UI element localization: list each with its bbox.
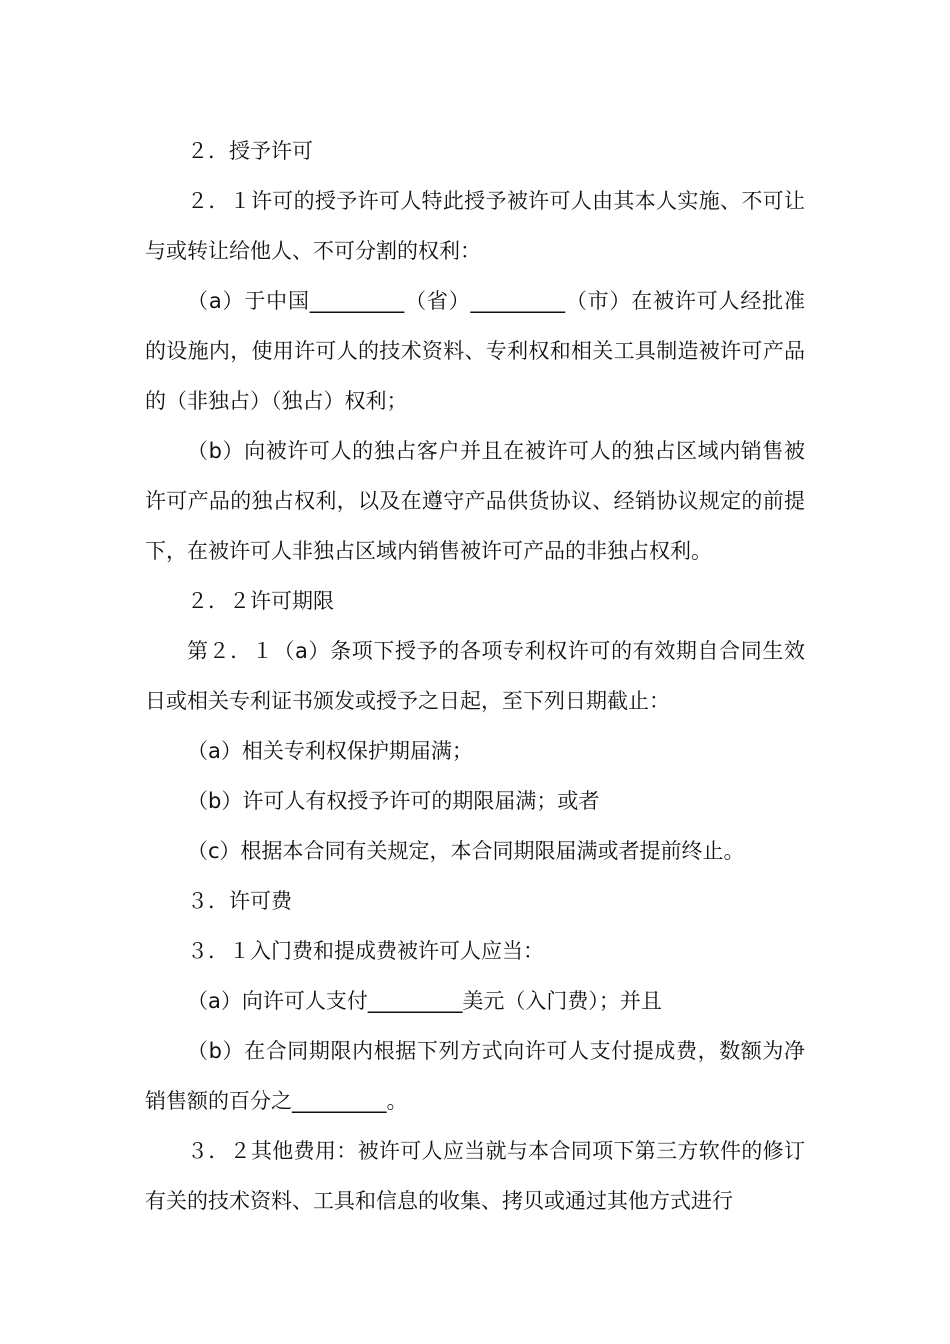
clause-3-2: ３．２其他费用：被许可人应当就与本合同项下第三方软件的修订有关的技术资料、工具和信息的收集、拷贝或通过其他方式进行: [145, 1139, 805, 1213]
section-heading-3: ３．许可费: [187, 889, 292, 913]
clause-2-2-a: （a）相关专利权保护期届满；: [187, 739, 473, 763]
document-body: [145, 126, 805, 1226]
clause-3-1: ３．１入门费和提成费被许可人应当：: [187, 939, 544, 963]
clause-2-2-c: （c）根据本合同有关规定，本合同期限届满或者提前终止。: [187, 839, 745, 863]
section-heading-2: ２．授予许可: [187, 139, 313, 163]
clause-3-1-b: （b）在合同期限内根据下列方式向许可人支付提成费，数额为净销售额的百分之_________。: [145, 1039, 805, 1113]
clause-2-1-a: （a）于中国_________（省）_________（市）在被许可人经批准的设施内，使用许可人的技术资料、专利权和相关工具制造被许可产品的（非独占）（独占）权利；: [145, 289, 805, 413]
clause-3-1-a: （a）向许可人支付_________美元（入门费）；并且: [187, 989, 662, 1013]
clause-2-1: ２．１许可的授予许可人特此授予被许可人由其本人实施、不可让与或转让给他人、不可分割的权利：: [145, 189, 805, 263]
clause-2-1-b: （b）向被许可人的独占客户并且在被许可人的独占区域内销售被许可产品的独占权利，以及在遵守产品供货协议、经销协议规定的前提下，在被许可人非独占区域内销售被许可产品的非独占权利。: [145, 439, 805, 563]
clause-2-2-b: （b）许可人有权授予许可的期限届满；或者: [187, 789, 600, 813]
clause-2-2-body: 第２．１（a）条项下授予的各项专利权许可的有效期自合同生效日或相关专利证书颁发或授予之日起，至下列日期截止：: [145, 639, 805, 713]
clause-2-2-heading: ２．２许可期限: [187, 589, 334, 613]
